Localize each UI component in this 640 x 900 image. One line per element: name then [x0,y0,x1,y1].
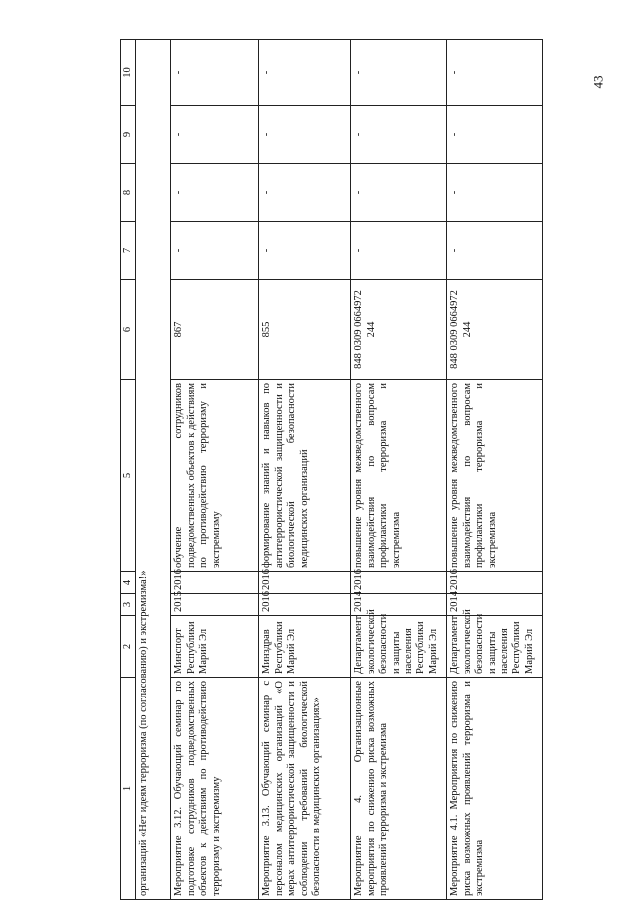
page-number: 43 [590,75,606,89]
result-cell: формирование знаний и навыков по антитеррористической защищенности и биологической безопасности медицинских организаций [259,380,351,572]
executor-cell: Минспорт Республики Марий Эл [171,616,259,678]
end-year-cell: 2016 [259,572,351,594]
value-cell: - [259,40,351,106]
measure-cell: Мероприятие 3.13. Обучающий семинар с персоналом медицинских организаций «О мерах антитеррористической защищенности и соблюдении требований биологической безопасности в медицинских организациях» [259,678,351,900]
column-header: 6 [121,280,136,380]
program-table [120,39,543,900]
value-cell: - [351,222,447,280]
rotated-table-container [120,40,640,900]
column-header: 1 [121,678,136,900]
value-cell: - [259,222,351,280]
column-header: 5 [121,380,136,572]
executor-cell: Департамент экологической безопасности и защиты населения Республики Марий Эл [447,616,543,678]
value-cell: - [171,106,259,164]
value-cell: - [351,40,447,106]
measure-cell: Мероприятие 3.12. Обучающий семинар по подготовке сотрудников подведомственных объектов к действиям по противодействию терроризму и экстремизму [171,678,259,900]
code-cell: 848 0309 0664972 244 [351,280,447,380]
result-cell: повышение уровня межведомственного взаимодействия по вопросам профилактики терроризма и экстремизма [351,380,447,572]
value-cell: - [351,164,447,222]
value-cell: - [447,40,543,106]
value-cell: - [447,222,543,280]
code-cell: 867 [171,280,259,380]
value-cell: - [171,164,259,222]
start-year-cell: 2015 [171,594,259,616]
result-cell: повышение уровня межведомственного взаимодействия по вопросам профилактики терроризма и экстремизма [447,380,543,572]
column-header: 7 [121,222,136,280]
end-year-cell: 2016 [447,572,543,594]
table-row [171,40,259,900]
continuation-cell: организаций «Нет идеям терроризма (по согласованию) и экстремизма!» [136,40,171,900]
table-row [351,40,447,900]
value-cell: - [171,40,259,106]
start-year-cell: 2014 [351,594,447,616]
executor-cell: Минздрав Республики Марий Эл [259,616,351,678]
table-row [259,40,351,900]
code-cell: 855 [259,280,351,380]
value-cell: - [259,106,351,164]
value-cell: - [351,106,447,164]
measure-cell: Мероприятие 4.1. Мероприятия по снижению риска возможных проявлений терроризма и экстремизма [447,678,543,900]
column-header: 10 [121,40,136,106]
executor-cell: Департамент экологической безопасности и защиты населения Республики Марий Эл [351,616,447,678]
continuation-row [136,40,171,900]
value-cell: - [447,164,543,222]
end-year-cell: 2016 [351,572,447,594]
column-header: 8 [121,164,136,222]
result-cell: обучение сотрудников подведомственных объектов к действиям по противодействию терроризму и экстремизму [171,380,259,572]
column-header: 3 [121,594,136,616]
table-row [447,40,543,900]
column-header: 4 [121,572,136,594]
column-header: 9 [121,106,136,164]
value-cell: - [447,106,543,164]
measure-cell: Мероприятие 4. Организационные мероприятия по снижению риска возможных проявлений терроризма и экстремизма [351,678,447,900]
value-cell: - [171,222,259,280]
column-header: 2 [121,616,136,678]
end-year-cell: 2016 [171,572,259,594]
code-cell: 848 0309 0664972 244 [447,280,543,380]
start-year-cell: 2014 [447,594,543,616]
table-header-row [121,40,136,900]
value-cell: - [259,164,351,222]
start-year-cell: 2016 [259,594,351,616]
